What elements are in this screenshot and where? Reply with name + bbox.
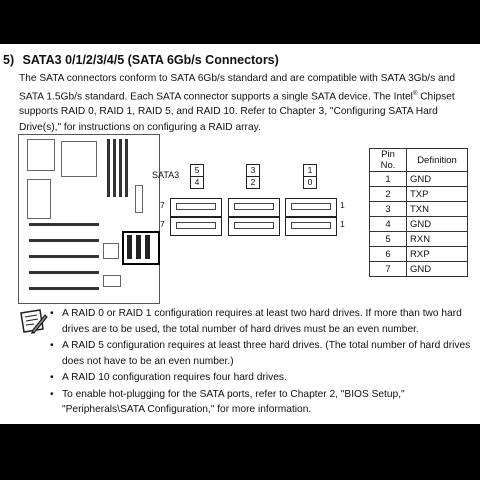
sata-connector: [170, 198, 222, 217]
sata-connector: [285, 217, 337, 236]
pin-number: 7: [370, 262, 407, 277]
table-header-row: [370, 149, 468, 172]
pin-1-label: 1: [340, 200, 345, 210]
section-title: SATA3 0/1/2/3/4/5 (SATA 6Gb/s Connectors): [22, 53, 279, 67]
pin-number: 4: [370, 217, 407, 232]
pin-number: 1: [370, 172, 407, 187]
table-row: [370, 202, 468, 217]
pin-definition: RXP: [407, 247, 468, 262]
intro-paragraph: [19, 71, 478, 135]
expansion-slot: [29, 223, 99, 226]
port-number: 2: [246, 176, 260, 189]
raid-notes-list: [47, 306, 477, 419]
table-row: [370, 247, 468, 262]
pin-definition: RXN: [407, 232, 468, 247]
expansion-slot: [29, 271, 99, 274]
table-row: [370, 172, 468, 187]
table-row: [370, 232, 468, 247]
intro-text-part1: The SATA connectors conform to SATA 6Gb/s standard and are compatible with SATA 3Gb/s and SATA 1.5Gb/s standard. Each SATA connector supports a single SATA device. The Intel: [19, 73, 456, 102]
pin-definition: GND: [407, 172, 468, 187]
io-block: [27, 139, 55, 171]
registered-mark: ®: [412, 90, 418, 97]
board-component: [103, 275, 121, 287]
intro-text-part2: Chipset supports RAID 0, RAID 1, RAID 5, and RAID 10. Refer to Chapter 3, "Configuring SATA Hard Drive(s)," for instructions on configuring a RAID array.: [19, 90, 455, 133]
pin-definition: TXN: [407, 202, 468, 217]
port-number: 4: [190, 176, 204, 189]
port-number: 5: [190, 164, 204, 177]
pin-definition: GND: [407, 217, 468, 232]
pin-1-label: 1: [340, 219, 345, 229]
pin-definition: TXP: [407, 187, 468, 202]
port-number: 1: [303, 164, 317, 177]
sata-connector: [228, 198, 280, 217]
list-item: • A RAID 5 configuration requires at least three hard drives. (The total number of hard drives does not have to be an even number.): [47, 338, 477, 369]
chipset: [103, 243, 119, 259]
sata-connector: [228, 217, 280, 236]
table-row: [370, 217, 468, 232]
sata-connector: [285, 198, 337, 217]
table-header-pin: Pin No.: [370, 149, 407, 172]
table-row: [370, 187, 468, 202]
dimm-slot: [125, 139, 128, 197]
pin-7-label: 7: [160, 219, 165, 229]
manual-page: [0, 44, 480, 424]
dimm-slot: [113, 139, 116, 197]
cpu-socket: [61, 141, 97, 177]
pin-number: 2: [370, 187, 407, 202]
sata-label: SATA3: [152, 170, 180, 180]
board-component: [27, 179, 51, 219]
table-header-definition: Definition: [407, 149, 468, 172]
pin-number: 5: [370, 232, 407, 247]
sata-ports-diagram: [148, 162, 363, 242]
port-number: 0: [303, 176, 317, 189]
list-item: • A RAID 10 configuration requires four hard drives.: [47, 370, 477, 386]
pin-definition: GND: [407, 262, 468, 277]
pin-number: 3: [370, 202, 407, 217]
port-number: 3: [246, 164, 260, 177]
sata-connector: [170, 217, 222, 236]
atx-power-connector: [135, 185, 143, 213]
pin-7-label: 7: [160, 200, 165, 210]
note-pencil-icon: [18, 307, 48, 335]
expansion-slot: [29, 287, 99, 290]
section-heading: [3, 53, 279, 67]
dimm-slot: [107, 139, 110, 197]
expansion-slot: [29, 239, 99, 242]
table-row: [370, 262, 468, 277]
pin-definition-table: [369, 148, 468, 277]
dimm-slot: [119, 139, 122, 197]
list-item: • To enable hot-plugging for the SATA ports, refer to Chapter 2, "BIOS Setup," "Peripherals\SATA Configuration," for more information.: [47, 387, 477, 418]
section-number: 5): [3, 53, 15, 67]
motherboard-diagram: [18, 134, 160, 304]
pin-number: 6: [370, 247, 407, 262]
expansion-slot: [29, 255, 99, 258]
list-item: • A RAID 0 or RAID 1 configuration requires at least two hard drives. If more than two hard drives are to be used, the total number of hard drives must be an even number.: [47, 306, 477, 337]
